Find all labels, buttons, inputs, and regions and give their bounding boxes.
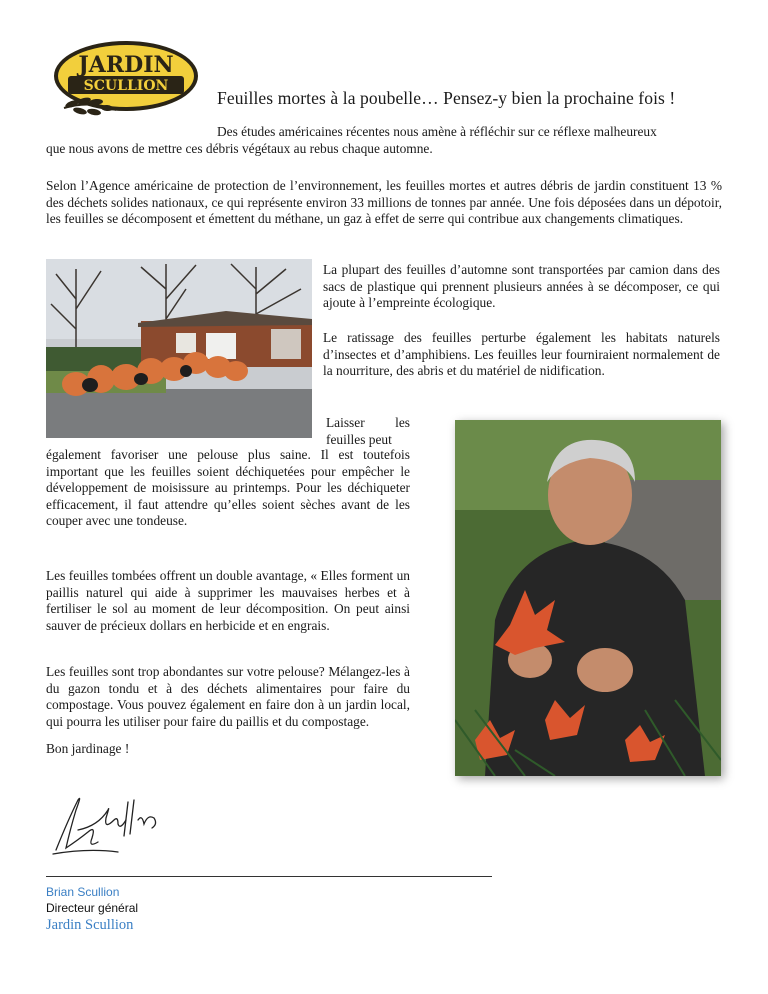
jardin-scullion-logo — [50, 38, 200, 120]
logo-text-jardin: JARDIN — [78, 52, 174, 78]
paragraph-transport: La plupart des feuilles d’automne sont transportées par camion dans des sacs de plastique qui prennent plusieurs années à se décomposer, ce qui ajoute à l’empreinte écologique. — [323, 262, 720, 311]
page-title: Feuilles mortes à la poubelle… Pensez-y bien la prochaine fois ! — [217, 88, 676, 108]
paragraph-epa: Selon l’Agence américaine de protection de l’environnement, les feuilles mortes et autres débris de jardin constituent 13 % des déchets solides nationaux, ce qui représente environ 33 millions de tonnes par année. Une fois déposées dans un dépotoir, les feuilles se décomposent et émettent du méthane, un gaz à effet de serre qui contribue aux changements climatiques. — [46, 178, 722, 227]
closing-line: Bon jardinage ! — [46, 741, 130, 756]
signer-name: Brian Scullion — [46, 885, 120, 899]
intro-paragraph — [46, 124, 722, 157]
signer-role: Directeur général — [46, 901, 139, 915]
signer-company: Jardin Scullion — [46, 917, 134, 933]
paragraph-pelouse: également favoriser une pelouse plus saine. Il est toutefois important que les feuilles soient déchiquetées pour empêcher le développement de moisissure au printemps. Pour les déchiqueter efficacement, il faut attendre qu’elles soient sèches avant de les couper avec une tondeuse. — [46, 447, 410, 529]
gardener-photo — [455, 420, 721, 776]
handwritten-signature — [48, 790, 168, 860]
paragraph-avantages: Les feuilles tombées offrent un double avantage, « Elles forment un paillis naturel qui aide à supprimer les mauvaises herbes et à fertiliser le sol au moment de leur décomposition. On peut ainsi sauver de précieux dollars en herbicide et en engrais. — [46, 568, 410, 633]
intro-line-2: que nous avons de mettre ces débris végétaux au rebus chaque automne. — [46, 140, 433, 156]
signature-line — [46, 876, 492, 877]
paragraph-habitats: Le ratissage des feuilles perturbe également les habitats naturels d’insectes et d’amphibiens. Les feuilles leur fourniraient normalement de la nourriture, des abris et du matériel de nidification. — [323, 330, 720, 379]
logo-text-scullion: SCULLION — [83, 78, 169, 94]
paragraph-pelouse-start: Laisser les feuilles peut — [326, 415, 410, 447]
paragraph-compostage: Les feuilles sont trop abondantes sur votre pelouse? Mélangez-les à du gazon tondu et à des déchets alimentaires pour faire du compostage. Vous pouvez également en faire don à un jardin local, qui pourra les utiliser pour faire du paillis et du compostage. — [46, 664, 410, 729]
intro-line-1: Des études américaines récentes nous amène à réfléchir sur ce réflexe malheureux — [217, 124, 657, 139]
leaf-bags-photo — [46, 259, 312, 438]
